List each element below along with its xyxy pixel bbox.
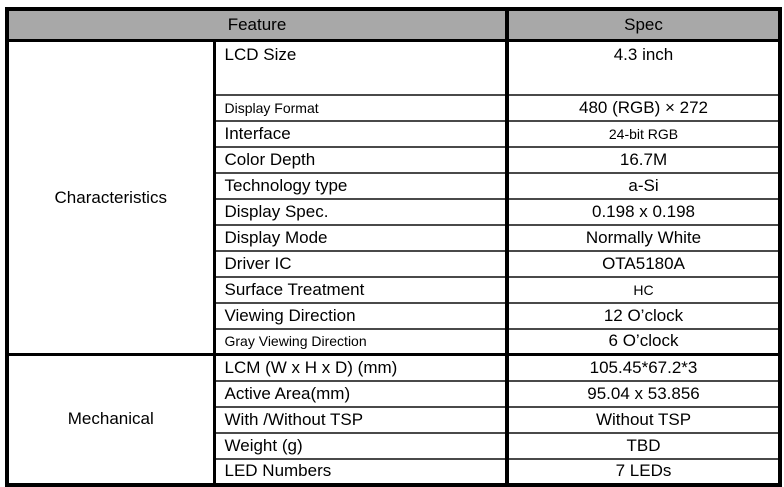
spec-cell: 95.04 x 53.856 [507,381,780,407]
spec-cell: 12 O’clock [507,303,780,329]
feature-cell: Weight (g) [214,433,507,459]
feature-cell: Active Area(mm) [214,381,507,407]
feature-cell: Surface Treatment [214,277,507,303]
feature-cell: Color Depth [214,147,507,173]
feature-cell: Display Mode [214,225,507,251]
header-row [7,9,780,41]
table-row [7,41,780,95]
table-row [7,355,780,381]
feature-cell: Display Format [214,95,507,121]
feature-cell: LCM (W x H x D) (mm) [214,355,507,381]
spec-cell: 24-bit RGB [507,121,780,147]
spec-cell: a-Si [507,173,780,199]
feature-cell: LCD Size [214,41,507,95]
feature-cell: Viewing Direction [214,303,507,329]
spec-cell: 6 O’clock [507,329,780,355]
category-cell: Mechanical [7,355,214,485]
spec-table [5,7,782,487]
spec-cell: 4.3 inch [507,41,780,95]
spec-cell: TBD [507,433,780,459]
spec-cell: Without TSP [507,407,780,433]
feature-cell: With /Without TSP [214,407,507,433]
feature-cell: Display Spec. [214,199,507,225]
spec-cell: 7 LEDs [507,459,780,485]
spec-cell: 480 (RGB) × 272 [507,95,780,121]
category-cell: Characteristics [7,41,214,355]
spec-cell: 0.198 x 0.198 [507,199,780,225]
spec-cell: Normally White [507,225,780,251]
header-feature: Feature [7,9,507,41]
spec-cell: HC [507,277,780,303]
feature-cell: Technology type [214,173,507,199]
header-spec: Spec [507,9,780,41]
feature-cell: Driver IC [214,251,507,277]
spec-cell: 105.45*67.2*3 [507,355,780,381]
feature-cell: Gray Viewing Direction [214,329,507,355]
spec-cell: OTA5180A [507,251,780,277]
feature-cell: LED Numbers [214,459,507,485]
spec-cell: 16.7M [507,147,780,173]
feature-cell: Interface [214,121,507,147]
